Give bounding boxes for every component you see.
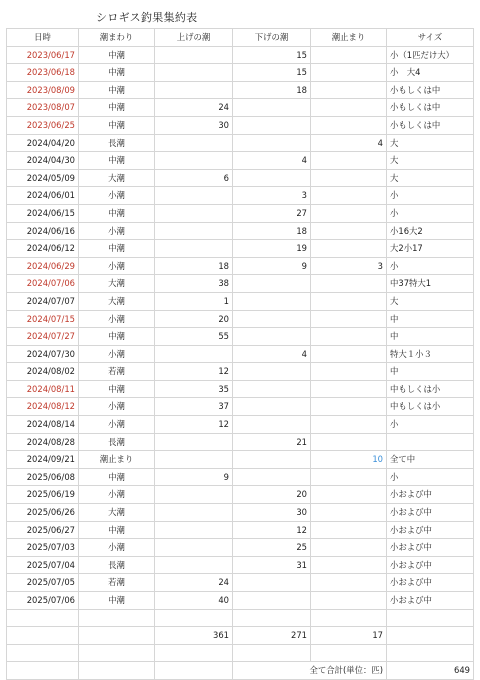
cell-date: 2025/06/19 [7, 486, 79, 504]
cell-date: 2023/06/25 [7, 116, 79, 134]
cell-size: 小 [387, 204, 474, 222]
cell-tide: 中潮 [79, 99, 155, 117]
table-row [7, 539, 474, 557]
cell-rising [155, 187, 233, 205]
cell-slack [311, 504, 387, 522]
table-row [7, 521, 474, 539]
cell-falling [233, 99, 311, 117]
cell-tide: 長潮 [79, 134, 155, 152]
cell-rising: 30 [155, 116, 233, 134]
cell-slack [311, 574, 387, 592]
cell-date: 2024/06/15 [7, 204, 79, 222]
cell-date: 2025/07/04 [7, 556, 79, 574]
table-footer [7, 609, 474, 679]
table-row [7, 574, 474, 592]
blank-row [7, 644, 474, 662]
cell-falling: 15 [233, 64, 311, 82]
cell-size: 特大１小３ [387, 345, 474, 363]
cell-rising [155, 134, 233, 152]
cell-date: 2025/06/27 [7, 521, 79, 539]
cell-size: 中もしくは小 [387, 380, 474, 398]
cell-slack: 10 [311, 451, 387, 469]
cell-tide: 長潮 [79, 433, 155, 451]
cell-rising [155, 81, 233, 99]
cell-rising [155, 433, 233, 451]
cell-slack: 4 [311, 134, 387, 152]
cell-rising: 20 [155, 310, 233, 328]
cell-tide: 小潮 [79, 539, 155, 557]
cell-tide: 中潮 [79, 204, 155, 222]
cell-size: 小もしくは中 [387, 116, 474, 134]
cell-rising: 38 [155, 275, 233, 293]
cell-falling [233, 134, 311, 152]
cell-size [387, 433, 474, 451]
cell-rising [155, 521, 233, 539]
sheet-title: シロギス釣果集約表 [96, 11, 198, 24]
cell-rising: 12 [155, 416, 233, 434]
table-row [7, 169, 474, 187]
cell-date: 2025/07/06 [7, 592, 79, 610]
cell-falling: 31 [233, 556, 311, 574]
cell-tide: 小潮 [79, 486, 155, 504]
cell-rising [155, 204, 233, 222]
cell-date: 2025/07/03 [7, 539, 79, 557]
cell-tide: 小潮 [79, 222, 155, 240]
cell-falling: 21 [233, 433, 311, 451]
header-date: 日時 [7, 29, 79, 47]
cell-falling: 25 [233, 539, 311, 557]
table-row [7, 486, 474, 504]
cell-falling: 12 [233, 521, 311, 539]
cell-tide: 小潮 [79, 398, 155, 416]
cell-falling [233, 116, 311, 134]
cell-falling: 18 [233, 81, 311, 99]
table-row [7, 416, 474, 434]
cell-rising: 12 [155, 363, 233, 381]
table-row [7, 46, 474, 64]
cell-falling: 4 [233, 152, 311, 170]
cell-falling [233, 451, 311, 469]
cell-slack [311, 222, 387, 240]
cell-tide: 中潮 [79, 152, 155, 170]
cell-rising: 37 [155, 398, 233, 416]
cell-tide: 中潮 [79, 521, 155, 539]
cell-falling: 4 [233, 345, 311, 363]
table-row [7, 592, 474, 610]
cell-date: 2024/07/15 [7, 310, 79, 328]
cell-size: 小16大2 [387, 222, 474, 240]
cell-slack [311, 416, 387, 434]
cell-tide: 大潮 [79, 275, 155, 293]
cell-size: 小および中 [387, 592, 474, 610]
cell-date: 2024/08/28 [7, 433, 79, 451]
cell-falling: 19 [233, 240, 311, 258]
cell-rising: 6 [155, 169, 233, 187]
cell-slack [311, 592, 387, 610]
cell-rising [155, 486, 233, 504]
table-row [7, 116, 474, 134]
table-row [7, 398, 474, 416]
cell-date: 2024/06/16 [7, 222, 79, 240]
cell-tide: 小潮 [79, 187, 155, 205]
cell-tide: 若潮 [79, 574, 155, 592]
cell-slack [311, 240, 387, 258]
cell-slack [311, 433, 387, 451]
total-falling: 271 [233, 627, 311, 645]
grand-total-row [7, 662, 474, 680]
cell-slack [311, 116, 387, 134]
cell-rising [155, 46, 233, 64]
cell-slack [311, 345, 387, 363]
cell-size: 小（1匹だけ大） [387, 46, 474, 64]
cell-date: 2024/04/30 [7, 152, 79, 170]
cell-size: 全て中 [387, 451, 474, 469]
cell-size: 小もしくは中 [387, 81, 474, 99]
cell-falling: 9 [233, 257, 311, 275]
cell-rising [155, 451, 233, 469]
cell-date: 2024/07/30 [7, 345, 79, 363]
cell-falling [233, 468, 311, 486]
cell-falling: 18 [233, 222, 311, 240]
cell-tide: 中潮 [79, 64, 155, 82]
cell-slack [311, 521, 387, 539]
cell-date: 2024/07/06 [7, 275, 79, 293]
cell-tide: 小潮 [79, 257, 155, 275]
totals-row [7, 627, 474, 645]
table-row [7, 363, 474, 381]
table-row [7, 275, 474, 293]
cell-date: 2024/08/11 [7, 380, 79, 398]
cell-rising [155, 504, 233, 522]
cell-size: 大 [387, 134, 474, 152]
cell-falling: 15 [233, 46, 311, 64]
cell-size: 中もしくは小 [387, 398, 474, 416]
table-row [7, 504, 474, 522]
cell-date: 2024/06/12 [7, 240, 79, 258]
cell-size: 小および中 [387, 539, 474, 557]
cell-size: 中37特大1 [387, 275, 474, 293]
cell-rising: 24 [155, 99, 233, 117]
header-rising-tide: 上げの潮 [155, 29, 233, 47]
cell-falling [233, 380, 311, 398]
table-row [7, 328, 474, 346]
cell-falling [233, 328, 311, 346]
cell-rising: 9 [155, 468, 233, 486]
cell-falling: 20 [233, 486, 311, 504]
cell-date: 2024/07/07 [7, 292, 79, 310]
cell-date: 2023/06/18 [7, 64, 79, 82]
cell-date: 2024/08/14 [7, 416, 79, 434]
header-slack-tide: 潮止まり [311, 29, 387, 47]
cell-slack [311, 275, 387, 293]
cell-slack [311, 539, 387, 557]
cell-date: 2024/05/09 [7, 169, 79, 187]
cell-falling: 30 [233, 504, 311, 522]
header-size: サイズ [387, 29, 474, 47]
cell-slack [311, 328, 387, 346]
table-row [7, 204, 474, 222]
cell-rising: 18 [155, 257, 233, 275]
cell-tide: 小潮 [79, 345, 155, 363]
cell-size: 小 大4 [387, 64, 474, 82]
cell-size: 小 [387, 416, 474, 434]
table-row [7, 99, 474, 117]
table-row [7, 222, 474, 240]
cell-size: 小および中 [387, 556, 474, 574]
cell-rising: 55 [155, 328, 233, 346]
cell-rising [155, 152, 233, 170]
cell-tide: 大潮 [79, 292, 155, 310]
table-row [7, 240, 474, 258]
cell-tide: 中潮 [79, 380, 155, 398]
table-row [7, 380, 474, 398]
cell-size: 小および中 [387, 574, 474, 592]
cell-date: 2025/07/05 [7, 574, 79, 592]
cell-rising [155, 539, 233, 557]
cell-slack [311, 380, 387, 398]
cell-slack [311, 292, 387, 310]
cell-slack [311, 363, 387, 381]
cell-size: 小および中 [387, 504, 474, 522]
cell-size: 小もしくは中 [387, 99, 474, 117]
cell-slack [311, 310, 387, 328]
header-falling-tide: 下げの潮 [233, 29, 311, 47]
cell-slack [311, 169, 387, 187]
cell-size: 大 [387, 152, 474, 170]
table-row [7, 134, 474, 152]
cell-size: 小 [387, 468, 474, 486]
cell-rising: 1 [155, 292, 233, 310]
cell-size: 小および中 [387, 521, 474, 539]
cell-date: 2024/09/21 [7, 451, 79, 469]
total-slack: 17 [311, 627, 387, 645]
cell-tide: 中潮 [79, 116, 155, 134]
cell-slack [311, 468, 387, 486]
cell-falling [233, 292, 311, 310]
header-tide: 潮まわり [79, 29, 155, 47]
cell-date: 2024/04/20 [7, 134, 79, 152]
table-row [7, 152, 474, 170]
cell-falling [233, 275, 311, 293]
table-row [7, 81, 474, 99]
cell-falling [233, 398, 311, 416]
cell-tide: 大潮 [79, 504, 155, 522]
table-row [7, 468, 474, 486]
cell-falling [233, 574, 311, 592]
cell-tide: 長潮 [79, 556, 155, 574]
cell-rising [155, 556, 233, 574]
cell-falling [233, 363, 311, 381]
grand-total-label: 全て合計(単位：匹) [233, 662, 387, 680]
cell-tide: 中潮 [79, 81, 155, 99]
table-row [7, 187, 474, 205]
cell-falling: 27 [233, 204, 311, 222]
table-row [7, 257, 474, 275]
header-row [7, 29, 474, 47]
cell-slack [311, 64, 387, 82]
cell-slack [311, 486, 387, 504]
cell-size: 小 [387, 257, 474, 275]
cell-tide: 中潮 [79, 46, 155, 64]
cell-date: 2024/07/27 [7, 328, 79, 346]
cell-date: 2023/06/17 [7, 46, 79, 64]
cell-rising [155, 240, 233, 258]
cell-rising [155, 64, 233, 82]
cell-tide: 潮止まり [79, 451, 155, 469]
cell-tide: 大潮 [79, 169, 155, 187]
table-row [7, 292, 474, 310]
cell-date: 2024/08/12 [7, 398, 79, 416]
cell-slack [311, 152, 387, 170]
cell-size: 大 [387, 292, 474, 310]
cell-size: 小 [387, 187, 474, 205]
cell-tide: 中潮 [79, 592, 155, 610]
cell-rising: 24 [155, 574, 233, 592]
table-row [7, 556, 474, 574]
cell-date: 2024/06/29 [7, 257, 79, 275]
cell-rising: 35 [155, 380, 233, 398]
cell-date: 2024/06/01 [7, 187, 79, 205]
cell-size: 大 [387, 169, 474, 187]
cell-size: 中 [387, 328, 474, 346]
cell-slack [311, 46, 387, 64]
cell-size: 大2小17 [387, 240, 474, 258]
cell-size: 中 [387, 310, 474, 328]
table-row [7, 64, 474, 82]
cell-rising: 40 [155, 592, 233, 610]
cell-slack [311, 204, 387, 222]
cell-falling [233, 416, 311, 434]
cell-tide: 中潮 [79, 328, 155, 346]
cell-tide: 中潮 [79, 468, 155, 486]
grand-total-value: 649 [387, 662, 474, 680]
cell-date: 2025/06/26 [7, 504, 79, 522]
table-row [7, 433, 474, 451]
cell-rising [155, 345, 233, 363]
table-body [7, 46, 474, 609]
cell-date: 2024/08/02 [7, 363, 79, 381]
catch-table [6, 28, 474, 680]
cell-slack: 3 [311, 257, 387, 275]
cell-falling [233, 169, 311, 187]
cell-rising [155, 222, 233, 240]
cell-tide: 中潮 [79, 240, 155, 258]
cell-falling [233, 592, 311, 610]
total-rising: 361 [155, 627, 233, 645]
cell-date: 2025/06/08 [7, 468, 79, 486]
table-row [7, 310, 474, 328]
table-row [7, 345, 474, 363]
cell-slack [311, 187, 387, 205]
cell-slack [311, 81, 387, 99]
cell-tide: 若潮 [79, 363, 155, 381]
cell-slack [311, 99, 387, 117]
cell-falling [233, 310, 311, 328]
cell-slack [311, 556, 387, 574]
cell-tide: 小潮 [79, 310, 155, 328]
cell-size: 小および中 [387, 486, 474, 504]
cell-date: 2023/08/07 [7, 99, 79, 117]
cell-size: 中 [387, 363, 474, 381]
table-row [7, 451, 474, 469]
cell-tide: 小潮 [79, 416, 155, 434]
cell-date: 2023/08/09 [7, 81, 79, 99]
cell-slack [311, 398, 387, 416]
cell-falling: 3 [233, 187, 311, 205]
blank-row [7, 609, 474, 627]
